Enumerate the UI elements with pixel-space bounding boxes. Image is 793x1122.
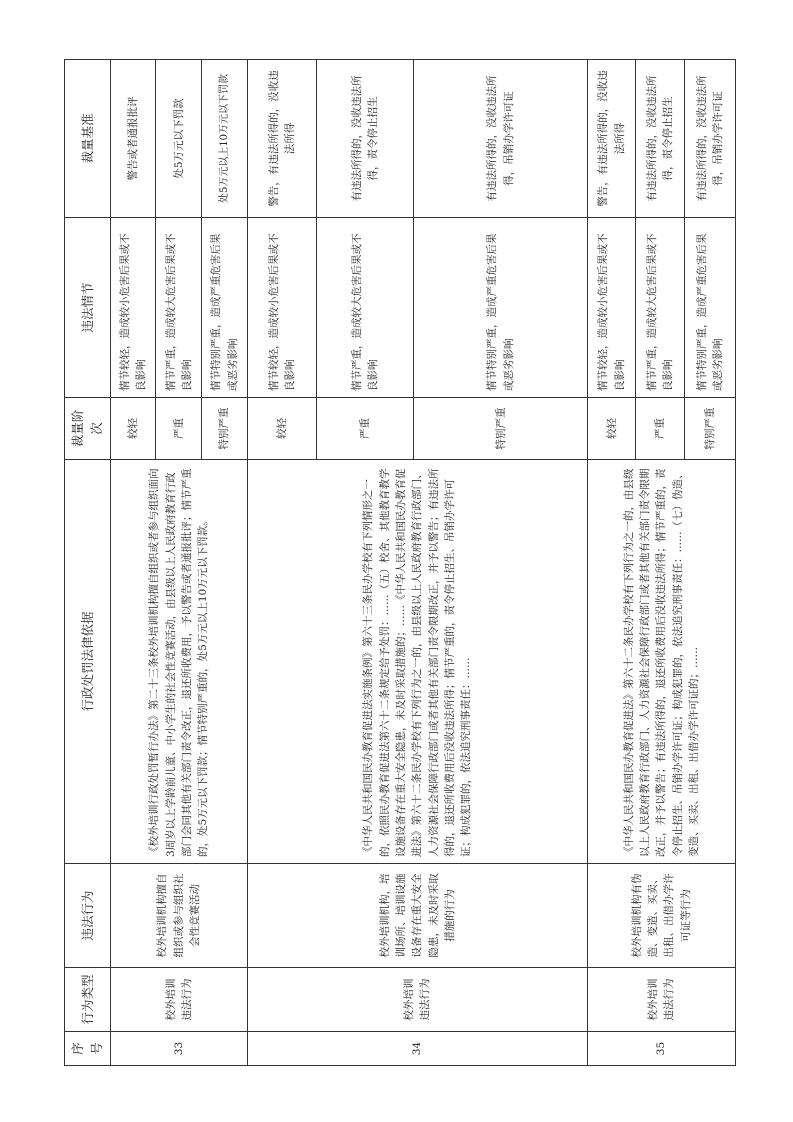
- header-standard: 裁量基准: [65, 60, 111, 218]
- header-behavior: 违法行为: [65, 864, 111, 968]
- discretion-level: 特别严重: [685, 398, 736, 460]
- circumstance: 情节较轻，造成较小危害后果或不良影响: [110, 218, 156, 398]
- behavior-type: 校外培训违法行为: [247, 968, 587, 1032]
- discretion-level: 特别严重: [414, 398, 587, 460]
- legal-basis: 《中华人民共和国民办教育促进法实施条例》第六十三条民办学校有下列情形之一的，依照民办教育促进法第六十二条规定给予处罚：……（五）校舍、其他教育教学设施设备存在重大安全隐患，未及时采取措施的；……《中华人民共和国民办教育促进法》第六十二条民办学校有下列行为之一的，由县级以上人民政府教育行政部门、人力资源社会保障行政部门或者其他有关部门责令限期改正，并予以警告；有违法所得的，退还所收费用后没收违法所得；情节严重的，责令停止招生、吊销办学许可证；构成犯罪的，依法追究刑事责任：……: [247, 460, 587, 864]
- discretion-level: 较轻: [587, 398, 636, 460]
- legal-basis: 《中华人民共和国民办教育促进法》第六十二条民办学校有下列行为之一的，由县级以上人民政府教育行政部门、人力资源社会保障行政部门或者其他有关部门责令限期改正，并予以警告；有违法所得的，退还所收费用后没收违法所得；情节严重的，责令停止招生、吊销办学许可证；构成犯罪的，依法追究刑事责任：……（七）伪造、变造、买卖、出租、出借办学许可证的；……: [587, 460, 735, 864]
- discretion-standard: 有违法所得的，没收违法所得，责令停止招生: [317, 60, 414, 218]
- table-row: [247, 60, 316, 1066]
- rotated-table-page: [64, 60, 736, 1066]
- behavior-type: 校外培训违法行为: [110, 968, 247, 1032]
- illegal-behavior: 校外培训机构擅自组织或参与组织社会性竞赛活动: [110, 864, 247, 968]
- table-row: [587, 60, 636, 1066]
- header-basis: 行政处罚法律依据: [65, 460, 111, 864]
- illegal-behavior: 校外培训机构，培训场所、培训设施设备存在重大安全隐患，未及时采取措施的行为: [247, 864, 587, 968]
- table-row: [110, 60, 156, 1066]
- discretion-level: 较轻: [110, 398, 156, 460]
- discretion-level: 特别严重: [202, 398, 248, 460]
- behavior-type: 校外培训违法行为: [587, 968, 735, 1032]
- row-number: 33: [110, 1032, 247, 1066]
- header-type: 行为类型: [65, 968, 111, 1032]
- header-level: 裁量阶次: [65, 398, 111, 460]
- penalty-discretion-table: [64, 59, 736, 1066]
- discretion-standard: 警告，有违法所得的，没收违法所得: [587, 60, 636, 218]
- discretion-level: 严重: [156, 398, 202, 460]
- circumstance: 情节特别严重，造成严重危害后果或恶劣影响: [685, 218, 736, 398]
- discretion-level: 严重: [317, 398, 414, 460]
- discretion-standard: 有违法所得的，没收违法所得，吊销办学许可证: [685, 60, 736, 218]
- legal-basis: 《校外培训行政处罚暂行办法》第二十三条校外培训机构擅自组织或者参与组织面向3周岁以上学龄前儿童、中小学生的社会性竞赛活动，由县级以上人民政府教育行政部门会同其他有关部门责令改正，退还所收费用，予以警告或者通报批评；情节严重的，处5万元以下罚款；情节特别严重的，处5万元以上10万元以下罚款。: [110, 460, 247, 864]
- circumstance: 情节较轻，造成较小危害后果或不良影响: [247, 218, 316, 398]
- circumstance: 情节较轻，造成较小危害后果或不良影响: [587, 218, 636, 398]
- row-number: 34: [247, 1032, 587, 1066]
- circumstance: 情节严重，造成较大危害后果或不良影响: [156, 218, 202, 398]
- row-number: 35: [587, 1032, 735, 1066]
- discretion-level: 较轻: [247, 398, 316, 460]
- circumstance: 情节特别严重，造成严重危害后果或恶劣影响: [414, 218, 587, 398]
- table-header-row: [65, 60, 111, 1066]
- circumstance: 情节严重，造成较大危害后果或不良影响: [317, 218, 414, 398]
- discretion-level: 严重: [636, 398, 685, 460]
- discretion-standard: 有违法所得的，没收违法所得，吊销办学许可证: [414, 60, 587, 218]
- circumstance: 情节特别严重，造成严重危害后果或恶劣影响: [202, 218, 248, 398]
- header-circumstance: 违法情节: [65, 218, 111, 398]
- header-no: 序号: [65, 1032, 111, 1066]
- discretion-standard: 处5万元以下罚款: [156, 60, 202, 218]
- discretion-standard: 警告，有违法所得的，没收违法所得: [247, 60, 316, 218]
- discretion-standard: 有违法所得的，没收违法所得，责令停止招生: [636, 60, 685, 218]
- illegal-behavior: 校外培训机构有伪造、变造、买卖、出租、出借办学许可证等行为: [587, 864, 735, 968]
- discretion-standard: 处5万元以上10万元以下罚款: [202, 60, 248, 218]
- circumstance: 情节严重，造成较大危害后果或不良影响: [636, 218, 685, 398]
- discretion-standard: 警告或者通报批评: [110, 60, 156, 218]
